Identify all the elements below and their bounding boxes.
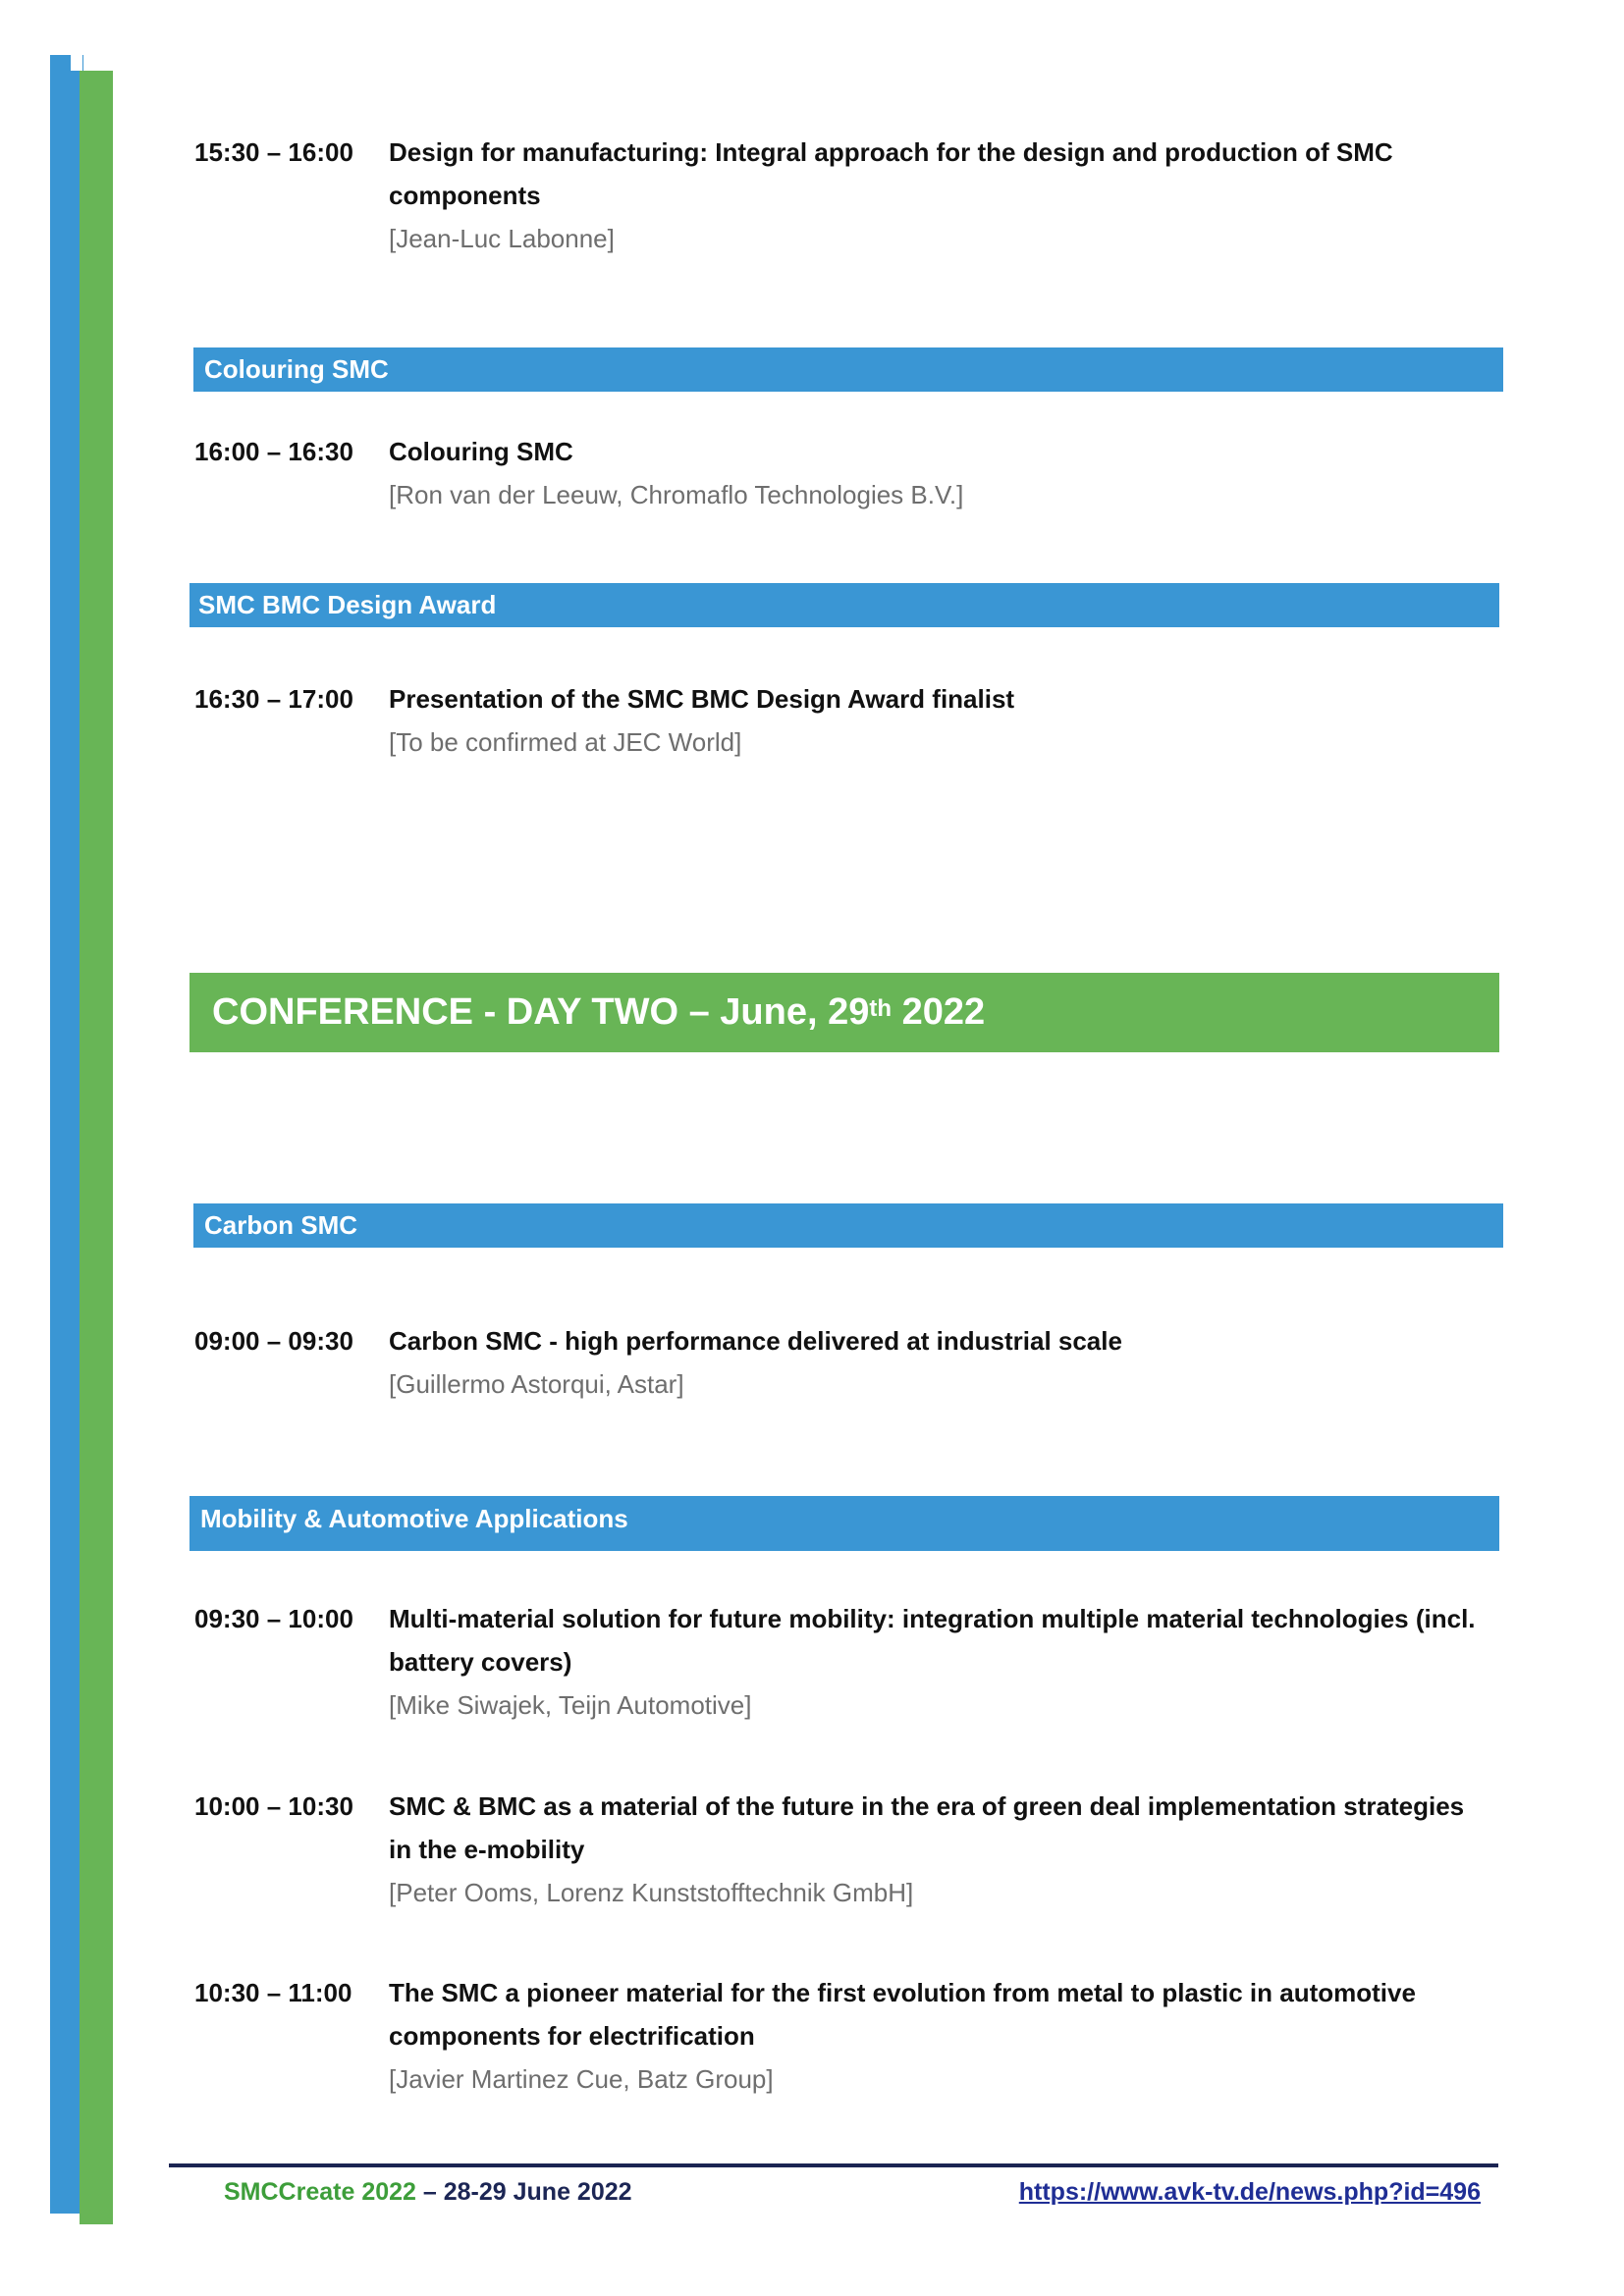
- session-title: Presentation of the SMC BMC Design Award finalist: [389, 684, 1015, 714]
- session-time: 16:30 – 17:00: [194, 684, 353, 714]
- session-speaker: [Ron van der Leeuw, Chromaflo Technologies B.V.]: [389, 480, 964, 509]
- section-header-mobility: Mobility & Automotive Applications: [189, 1496, 1499, 1551]
- session-speaker: [Guillermo Astorqui, Astar]: [389, 1369, 684, 1399]
- session-time: 15:30 – 16:00: [194, 137, 353, 167]
- session-title: Carbon SMC - high performance delivered at industrial scale: [389, 1326, 1122, 1356]
- left-accent-bar-blue: [50, 55, 83, 2214]
- session-speaker: [Javier Martinez Cue, Batz Group]: [389, 2064, 774, 2094]
- session-time: 16:00 – 16:30: [194, 437, 353, 466]
- day-banner-prefix: CONFERENCE - DAY TWO – June, 29: [212, 991, 870, 1033]
- session-time: 09:30 – 10:00: [194, 1604, 353, 1633]
- session-title: Colouring SMC: [389, 437, 573, 466]
- footer-event: [224, 2178, 632, 2207]
- session-item: [194, 131, 1471, 258]
- session-item: [194, 430, 1471, 518]
- footer-brand: SMCCreate 2022: [224, 2178, 416, 2206]
- footer-news-link[interactable]: https://www.avk-tv.de/news.php?id=496: [1018, 2178, 1481, 2206]
- footer-divider: [169, 2163, 1498, 2167]
- day-banner-year: 2022: [892, 991, 986, 1033]
- session-item: [194, 1971, 1471, 2099]
- section-header-colouring: Colouring SMC: [193, 347, 1503, 392]
- left-accent-notch: [71, 55, 82, 71]
- session-title: The SMC a pioneer material for the first evolution from metal to plastic in automotive components for electrification: [389, 1978, 1416, 2051]
- section-header-design-award: SMC BMC Design Award: [189, 583, 1499, 627]
- session-item: [194, 1319, 1471, 1408]
- day-two-banner: [189, 973, 1499, 1052]
- session-title: Design for manufacturing: Integral approach for the design and production of SMC components: [389, 137, 1393, 210]
- section-header-carbon-smc: Carbon SMC: [193, 1203, 1503, 1248]
- session-time: 10:30 – 11:00: [194, 1978, 352, 2007]
- footer-dates: – 28-29 June 2022: [415, 2178, 632, 2206]
- session-speaker: [Peter Ooms, Lorenz Kunststofftechnik GmbH]: [389, 1878, 914, 1907]
- session-speaker: [Mike Siwajek, Teijn Automotive]: [389, 1690, 752, 1720]
- session-item: [194, 1785, 1471, 1912]
- session-item: [194, 1597, 1476, 1725]
- session-speaker: [Jean-Luc Labonne]: [389, 224, 615, 253]
- session-title: Multi-material solution for future mobility: integration multiple material technologies (incl. battery covers): [389, 1604, 1476, 1677]
- session-time: 10:00 – 10:30: [194, 1791, 353, 1821]
- day-banner-ordinal: th: [869, 994, 893, 1022]
- session-title: SMC & BMC as a material of the future in the era of green deal implementation strategies in the e-mobility: [389, 1791, 1465, 1864]
- session-item: [194, 677, 1471, 766]
- left-accent-bar-green: [80, 71, 113, 2224]
- session-speaker: [To be confirmed at JEC World]: [389, 727, 742, 757]
- session-time: 09:00 – 09:30: [194, 1326, 353, 1356]
